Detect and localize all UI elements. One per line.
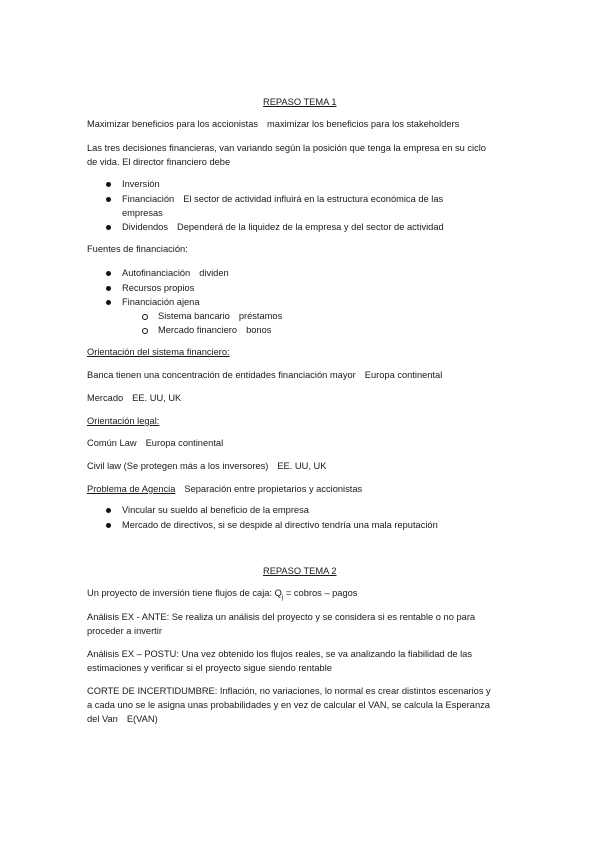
civil-law-text: Civil law (Se protegen más a los inversores) [87, 461, 269, 471]
agencia-solution-1: Vincular su sueldo al beneficio de la empresa [122, 505, 309, 515]
decisions-paragraph-line2: de vida. El director financiero debe [87, 157, 231, 167]
subfuente-sistema-bancario-detail: préstamos [238, 311, 283, 321]
tema1-title: REPASO TEMA 1 [263, 97, 337, 107]
decision-dividendos [122, 221, 444, 234]
subfuente-mercado-financiero [158, 324, 271, 337]
objective-stakeholders: maximizar los beneficios para los stakeholders [267, 119, 460, 129]
objective-shareholders: Maximizar beneficios para los accionistas [87, 119, 259, 129]
agencia-title: Problema de Agencia [87, 484, 176, 494]
fuentes-title: Fuentes de financiación: [87, 244, 188, 254]
agencia-solution-2: Mercado de directivos, si se despide al directivo tendría una mala reputación [122, 520, 438, 530]
tema2-title: REPASO TEMA 2 [263, 566, 337, 576]
ex-post-line2: estimaciones y verificar si el proyecto sigue siendo rentable [87, 663, 332, 673]
fuente-autofinanciacion-detail: dividen [199, 268, 229, 278]
subfuente-mercado-financiero-label: Mercado financiero [158, 325, 238, 335]
subfuente-sistema-bancario [158, 310, 282, 323]
mercado-line [87, 392, 181, 405]
comun-law-text: Común Law [87, 438, 137, 448]
fuente-financiacion-ajena: Financiación ajena [122, 297, 200, 307]
bullet-icon [106, 271, 111, 276]
bullet-icon [106, 523, 111, 528]
comun-law-region: Europa continental [145, 438, 224, 448]
flujos-formula: = cobros – pagos [283, 588, 358, 598]
bullet-icon [106, 197, 111, 202]
mercado-text: Mercado [87, 393, 124, 403]
orientacion-legal-title: Orientación legal: [87, 416, 160, 426]
decisions-paragraph-line1: Las tres decisiones financieras, van variando según la posición que tenga la empresa en su ciclo [87, 143, 486, 153]
civil-law-region: EE. UU, UK [277, 461, 327, 471]
flujos-line [87, 587, 357, 604]
bullet-icon [106, 225, 111, 230]
decision-financiacion-label: Financiación [122, 194, 175, 204]
agencia-line [87, 483, 362, 496]
bullet-icon [106, 300, 111, 305]
corte-line1: CORTE DE INCERTIDUMBRE: Inflación, no variaciones, lo normal es crear distintos escenarios y [87, 686, 491, 696]
banca-region: Europa continental [364, 370, 443, 380]
ex-ante-line1: Análisis EX - ANTE: Se realiza un análisis del proyecto y se considera si es rentable o no para [87, 612, 476, 622]
bullet-icon [106, 182, 111, 187]
subfuente-sistema-bancario-label: Sistema bancario [158, 311, 230, 321]
banca-text: Banca tienen una concentración de entidades financiación mayor [87, 370, 356, 380]
fuente-recursos-propios: Recursos propios [122, 283, 195, 293]
decision-inversion: Inversión [122, 179, 160, 189]
fuente-autofinanciacion-label: Autofinanciación [122, 268, 191, 278]
corte-line2: a cada uno se le asigna unas probabilidades y en vez de calcular el VAN, se calcula la Esperanza [87, 700, 490, 710]
subfuente-mercado-financiero-detail: bonos [246, 325, 272, 335]
decision-dividendos-detail: Dependerá de la liquidez de la empresa y del sector de actividad [177, 222, 444, 232]
decision-dividendos-label: Dividendos [122, 222, 168, 232]
civil-law-line [87, 460, 326, 473]
objective-line [87, 118, 459, 131]
orientacion-sistema-title: Orientación del sistema financiero: [87, 347, 230, 357]
flujos-text: Un proyecto de inversión tiene flujos de caja: Q [87, 588, 282, 598]
circle-bullet-icon [142, 314, 148, 320]
corte-line3 [87, 713, 158, 726]
comun-law-line [87, 437, 223, 450]
banca-line [87, 369, 442, 382]
circle-bullet-icon [142, 328, 148, 334]
corte-evan: E(VAN) [126, 714, 158, 724]
fuente-autofinanciacion [122, 267, 229, 280]
decision-financiacion [122, 193, 443, 206]
bullet-icon [106, 508, 111, 513]
flujos-subscript: j [281, 593, 284, 601]
ex-post-line1: Análisis EX – POSTU: Una vez obtenido los flujos reales, se va analizando la fiabilidad de las [87, 649, 472, 659]
decision-financiacion-detail-cont: empresas [122, 208, 163, 218]
bullet-icon [106, 286, 111, 291]
ex-ante-line2: proceder a invertir [87, 626, 162, 636]
agencia-text: Separación entre propietarios y accionistas [184, 484, 363, 494]
mercado-region: EE. UU, UK [132, 393, 182, 403]
decision-financiacion-detail: El sector de actividad influirá en la estructura económica de las [183, 194, 444, 204]
corte-van-text: del Van [87, 714, 118, 724]
